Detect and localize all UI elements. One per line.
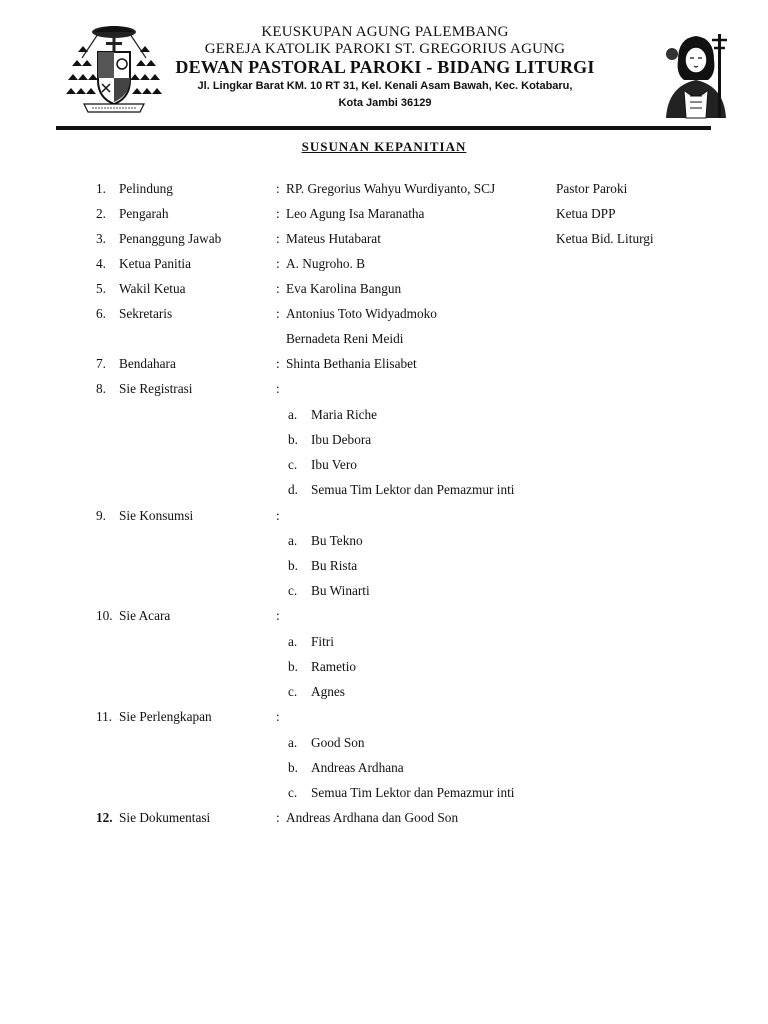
- parish-name: GEREJA KATOLIK PAROKI ST. GREGORIUS AGUNG: [204, 41, 566, 57]
- role-label: Wakil Ketua: [119, 281, 186, 296]
- sub-member-row: c. Semua Tim Lektor dan Pemazmur inti: [288, 785, 515, 800]
- member-name: Semua Tim Lektor dan Pemazmur inti: [311, 482, 515, 497]
- committee-row: 7. Bendahara : Shinta Bethania Elisabet: [96, 356, 417, 371]
- member-name: A. Nugroho. B: [286, 256, 366, 271]
- member-name: Maria Riche: [311, 407, 378, 422]
- sub-member-row: b. Rametio: [288, 659, 357, 674]
- member-note: Pastor Paroki: [556, 181, 628, 196]
- member-name: Agnes: [311, 684, 345, 699]
- sub-member-row: a. Bu Tekno: [288, 533, 363, 548]
- role-label: Sie Perlengkapan: [119, 709, 212, 724]
- role-label: Bendahara: [119, 356, 176, 371]
- member-name: Semua Tim Lektor dan Pemazmur inti: [311, 785, 515, 800]
- sub-member-row: b. Andreas Ardhana: [288, 760, 404, 775]
- sub-member-row: c. Agnes: [288, 684, 345, 699]
- committee-row: 3. Penanggung Jawab : Mateus Hutabarat Ketua Bid. Liturgi: [96, 231, 654, 246]
- sub-member-row: d. Semua Tim Lektor dan Pemazmur inti: [288, 482, 515, 497]
- page-title: SUSUNAN KEPANITIAN: [301, 139, 467, 154]
- member-name: Shinta Bethania Elisabet: [286, 356, 417, 371]
- committee-row: 2. Pengarah : Leo Agung Isa Maranatha Ketua DPP: [96, 206, 616, 221]
- role-label: Pengarah: [119, 206, 169, 221]
- role-label: Sie Dokumentasi: [119, 810, 211, 825]
- member-name: Eva Karolina Bangun: [286, 281, 402, 296]
- sub-member-row: b. Ibu Debora: [288, 432, 372, 447]
- role-label: Penanggung Jawab: [119, 231, 222, 246]
- address-line-1: Jl. Lingkar Barat KM. 10 RT 31, Kel. Kenali Asam Bawah, Kec. Kotabaru,: [197, 80, 573, 92]
- committee-row: [0, 331, 768, 351]
- member-name: Ibu Vero: [311, 457, 357, 472]
- member-name: Andreas Ardhana: [311, 760, 404, 775]
- member-name: Bu Winarti: [311, 583, 370, 598]
- member-name: Mateus Hutabarat: [286, 231, 381, 246]
- committee-row: 4. Ketua Panitia : A. Nugroho. B: [96, 256, 366, 271]
- member-note: Ketua Bid. Liturgi: [556, 231, 654, 246]
- member-name: Andreas Ardhana dan Good Son: [286, 810, 459, 825]
- sub-member-row: c. Bu Winarti: [288, 583, 370, 598]
- committee-row: 9. Sie Konsumsi :: [96, 508, 280, 523]
- member-name: Ibu Debora: [311, 432, 372, 447]
- member-name: Fitri: [311, 634, 334, 649]
- member-name: RP. Gregorius Wahyu Wurdiyanto, SCJ: [286, 181, 496, 196]
- committee-row: 6. Sekretaris : Antonius Toto Widyadmoko: [96, 306, 437, 321]
- archdiocese-coat-of-arms-icon: [64, 22, 164, 118]
- council-name: DEWAN PASTORAL PAROKI - BIDANG LITURGI: [175, 57, 595, 77]
- sub-member-row: a. Fitri: [288, 634, 334, 649]
- committee-row: 11. Sie Perlengkapan :: [96, 709, 280, 724]
- role-label: Sie Acara: [119, 608, 171, 623]
- member-note: Ketua DPP: [556, 206, 616, 221]
- member-name: Leo Agung Isa Maranatha: [286, 206, 425, 221]
- sub-member-row: c. Ibu Vero: [288, 457, 357, 472]
- role-label: Sie Registrasi: [119, 381, 193, 396]
- member-name: Rametio: [311, 659, 357, 674]
- committee-row: 1. Pelindung : RP. Gregorius Wahyu Wurdiyanto, SCJ Pastor Paroki: [96, 181, 628, 196]
- role-label: Sekretaris: [119, 306, 173, 321]
- header-divider: [56, 126, 711, 130]
- archdiocese-name: KEUSKUPAN AGUNG PALEMBANG: [261, 24, 509, 40]
- committee-row: 12. Sie Dokumentasi : Andreas Ardhana dan Good Son: [96, 810, 459, 825]
- committee-row: 5. Wakil Ketua : Eva Karolina Bangun: [96, 281, 402, 296]
- sub-member-row: b. Bu Rista: [288, 558, 358, 573]
- member-name: Bu Tekno: [311, 533, 363, 548]
- address-line-2: Kota Jambi 36129: [338, 97, 432, 109]
- sub-member-row: a. Maria Riche: [288, 407, 378, 422]
- role-label: Ketua Panitia: [119, 256, 192, 271]
- committee-row: 10. Sie Acara :: [96, 608, 280, 623]
- member-name: Bernadeta Reni Meidi: [286, 331, 404, 346]
- role-label: Sie Konsumsi: [119, 508, 194, 523]
- committee-row: 8. Sie Registrasi :: [96, 381, 280, 396]
- member-name: Good Son: [311, 735, 365, 750]
- sub-member-row: a. Good Son: [288, 735, 365, 750]
- saint-gregory-portrait-icon: [656, 30, 736, 120]
- member-name: Antonius Toto Widyadmoko: [286, 306, 437, 321]
- role-label: Pelindung: [119, 181, 173, 196]
- member-name: Bu Rista: [311, 558, 358, 573]
